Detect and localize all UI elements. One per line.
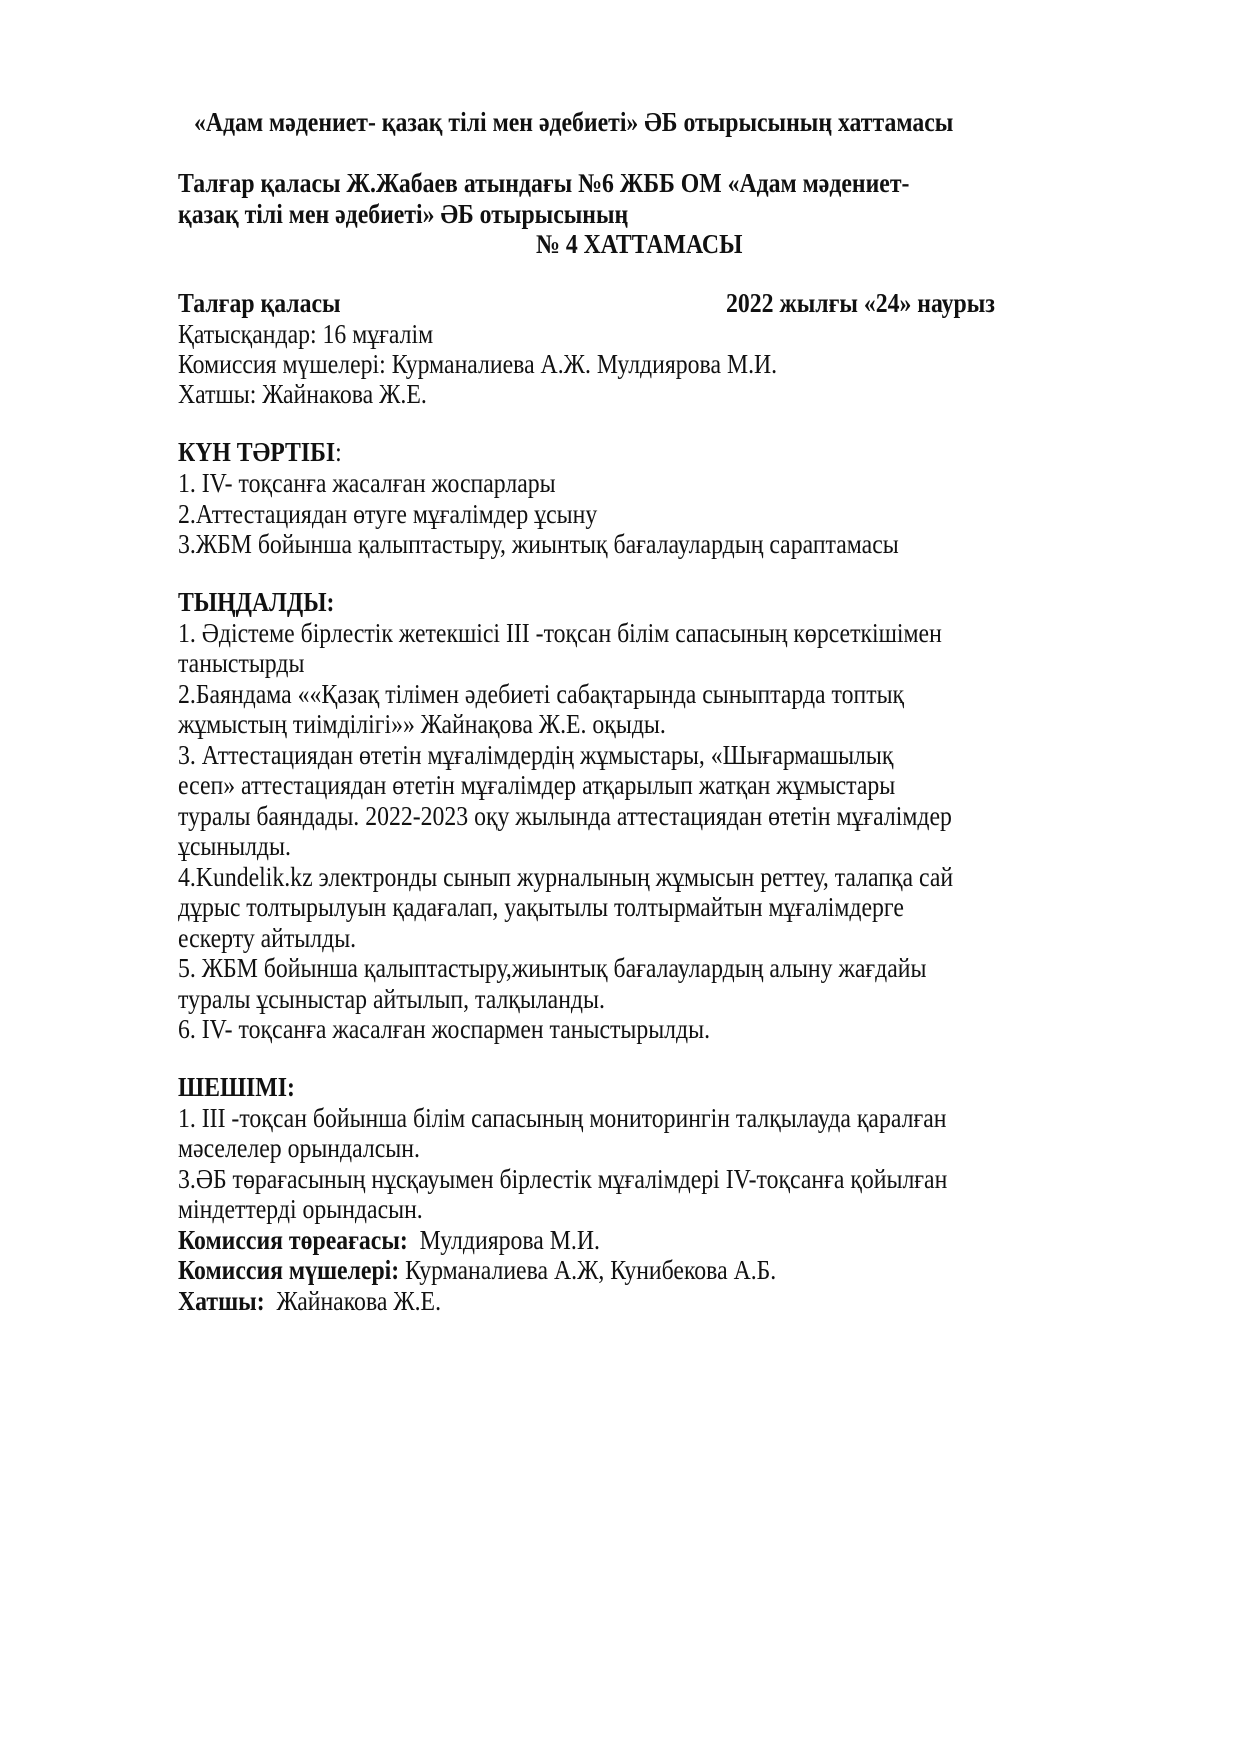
members-value: Курманалиева А.Ж, Кунибекова А.Б.	[399, 1255, 777, 1285]
commission-members	[178, 349, 777, 379]
participants: Қатысқандар: 16 мұғалім	[178, 319, 434, 349]
signature-secretary	[178, 1286, 441, 1316]
heard-line: 6. IV- тоқсанға жасалған жоспармен таныстырылды.	[178, 1014, 711, 1044]
heard-line: 2.Баяндама ««Қазақ тілімен әдебиеті сабақтарында сыныптарда топтық	[178, 679, 905, 709]
heard-line: таныстырды	[178, 648, 305, 678]
signature-members	[178, 1255, 776, 1285]
header-line-2: қазақ тілі мен әдебиеті» ӘБ отырысының	[178, 199, 629, 229]
heard-line: ескерту айтылды.	[178, 923, 357, 953]
commission-value: Курманалиева А.Ж. Мулдиярова М.И.	[391, 349, 778, 379]
protocol-number: № 4 ХАТТАМАСЫ	[536, 229, 743, 259]
decision-line: 1. III -тоқсан бойынша білім сапасының мониторингін талқылауда қаралған	[178, 1103, 947, 1133]
decision-line: міндеттерді орындасын.	[178, 1194, 423, 1224]
decision-line: 3.ӘБ төрағасының нұсқауымен бірлестік мұғалімдері IV-тоқсанға қойылған	[178, 1164, 948, 1194]
heard-line: 1. Әдістеме бірлестік жетекшісі III -тоқсан білім сапасының көрсеткішімен	[178, 618, 942, 648]
secretary: Хатшы: Жайнакова Ж.Е.	[178, 379, 427, 409]
heard-line: 3. Аттестациядан өтетін мұғалімдердің жұмыстары, «Шығармашылық	[178, 740, 894, 770]
document-title: «Адам мәдениет- қазақ тілі мен әдебиеті» ӘБ отырысының хаттамасы	[194, 107, 954, 137]
heard-line: жұмыстың тиімділігі»» Жайнақова Ж.Е. оқыды.	[178, 709, 666, 739]
agenda-heading-colon: :	[335, 437, 342, 467]
agenda-item: 2.Аттестациядан өтуге мұғалімдер ұсыну	[178, 499, 598, 529]
date: 2022 жылғы «24» наурыз	[726, 288, 995, 318]
heard-line: туралы баяндады. 2022-2023 оқу жылында аттестациядан өтетін мұғалімдер	[178, 801, 952, 831]
commission-label: Комиссия мүшелері:	[178, 349, 386, 379]
header-line-1: Талғар қаласы Ж.Жабаев атындағы №6 ЖББ ОМ «Адам мәдениет-	[178, 168, 910, 198]
secretary-label: Хатшы:	[178, 1286, 265, 1316]
agenda-heading: КҮН ТӘРТІБІ	[178, 437, 336, 467]
agenda-item: 3.ЖБМ бойынша қалыптастыру, жиынтық бағалаулардың сараптамасы	[178, 529, 899, 559]
chair-value: Мулдиярова М.И.	[407, 1225, 600, 1255]
heard-heading: ТЫҢДАЛДЫ:	[178, 587, 335, 617]
chair-label: Комиссия төреағасы:	[178, 1225, 408, 1255]
signature-chair	[178, 1225, 600, 1255]
heard-line: дұрыс толтырылуын қадағалап, уақытылы толтырмайтын мұғалімдерге	[178, 892, 904, 922]
secretary-value: Жайнакова Ж.Е.	[264, 1286, 442, 1316]
agenda-heading-row	[178, 437, 342, 467]
heard-line: 4.Kundelik.kz электронды сынып журналының жұмысын реттеу, талапқа сай	[178, 862, 954, 892]
agenda-item: 1. IV- тоқсанға жасалған жоспарлары	[178, 468, 556, 498]
heard-line: ұсынылды.	[178, 831, 291, 861]
decision-line: мәселелер орындалсын.	[178, 1133, 420, 1163]
heard-line: есеп» аттестациядан өтетін мұғалімдер атқарылып жатқан жұмыстары	[178, 770, 896, 800]
decision-heading: ШЕШІМІ:	[178, 1072, 295, 1102]
heard-line: 5. ЖБМ бойынша қалыптастыру,жиынтық бағалаулардың алыну жағдайы	[178, 953, 927, 983]
place: Талғар қаласы	[178, 288, 341, 318]
members-label: Комиссия мүшелері:	[178, 1255, 400, 1285]
heard-line: туралы ұсыныстар айтылып, талқыланды.	[178, 984, 605, 1014]
